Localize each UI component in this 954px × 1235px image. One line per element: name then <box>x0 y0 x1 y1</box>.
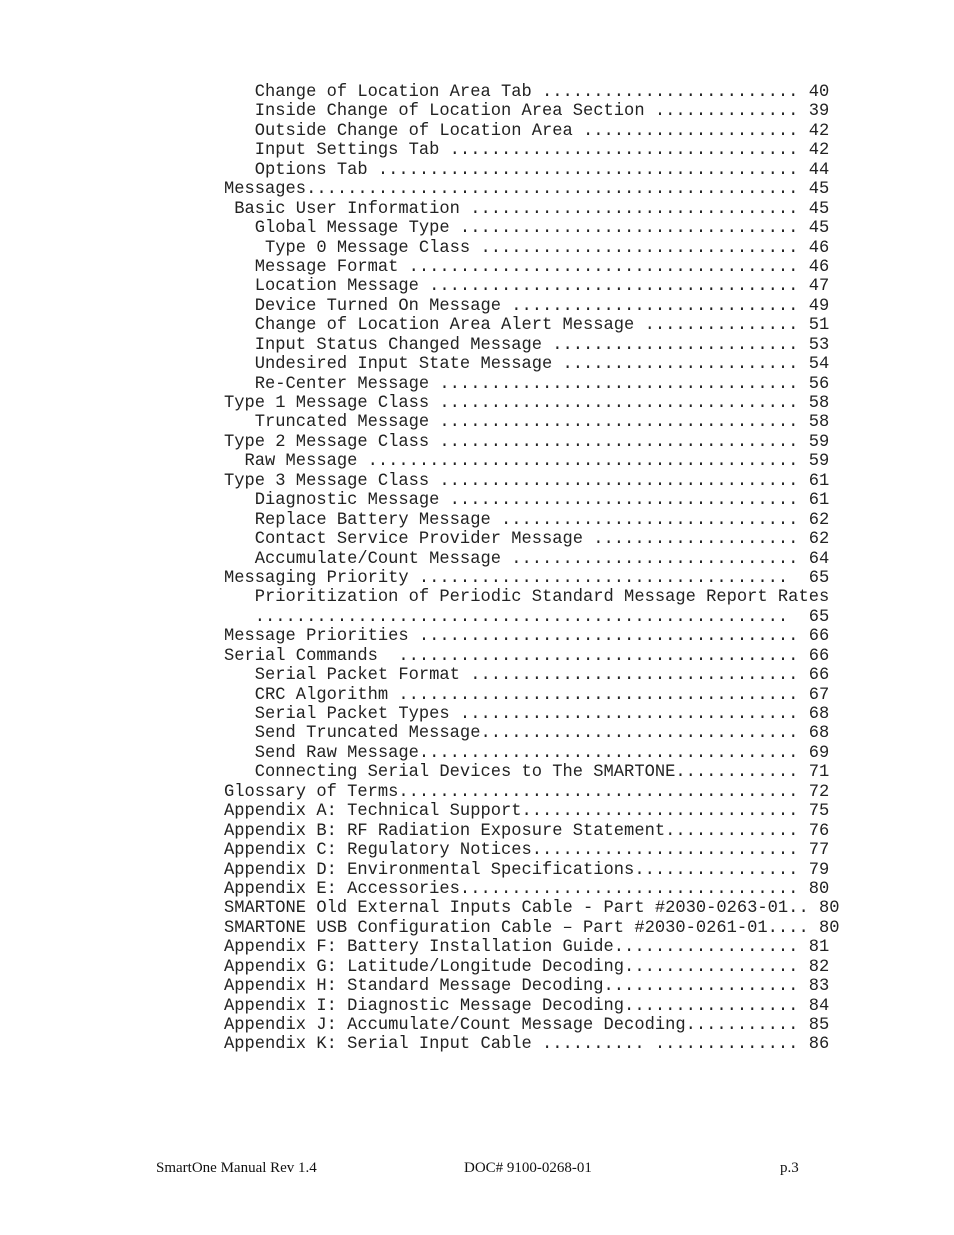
toc-entry[interactable]: Appendix B: RF Radiation Exposure Statement............. 76 <box>224 821 830 841</box>
toc-entry[interactable]: Undesired Input State Message ....................... 54 <box>224 355 830 375</box>
toc-entry[interactable]: Change of Location Area Alert Message ............... 51 <box>224 316 830 336</box>
toc-entry[interactable]: Type 1 Message Class ................................... 58 <box>224 394 830 413</box>
toc-entry[interactable]: Serial Packet Format ................................ 66 <box>224 666 830 686</box>
toc-entry[interactable]: Inside Change of Location Area Section .............. 39 <box>224 102 830 122</box>
toc-entry[interactable]: Glossary of Terms....................................... 72 <box>224 782 830 802</box>
toc-entry[interactable]: Appendix J: Accumulate/Count Message Decoding........... 85 <box>224 1016 830 1035</box>
toc-entry[interactable]: Type 2 Message Class ................................... 59 <box>224 432 830 452</box>
toc-entry[interactable]: Change of Location Area Tab ......................... 40 <box>224 83 830 102</box>
toc-entry[interactable]: Appendix F: Battery Installation Guide.................. 81 <box>224 938 830 958</box>
toc-entry[interactable]: Messaging Priority .................................... 65 <box>224 568 830 588</box>
toc-entry[interactable]: Truncated Message ................................... 58 <box>224 413 830 433</box>
toc-entry[interactable]: SMARTONE Old External Inputs Cable - Part #2030-0263-01.. 80 <box>224 899 840 919</box>
toc-entry[interactable]: Type 0 Message Class ............................... 46 <box>224 238 830 258</box>
toc-entry[interactable]: CRC Algorithm ....................................... 67 <box>224 685 830 705</box>
toc-entry[interactable]: SMARTONE USB Configuration Cable – Part #2030-0261-01.... 80 <box>224 918 840 938</box>
toc-entry[interactable]: Outside Change of Location Area ..................... 42 <box>224 121 830 141</box>
toc-entry[interactable]: Type 3 Message Class ................................... 61 <box>224 471 830 491</box>
toc-entry[interactable]: Location Message .................................... 47 <box>224 277 830 297</box>
toc-entry[interactable]: Prioritization of Periodic Standard Message Report Rates <box>224 588 830 608</box>
toc-entry[interactable]: Serial Commands ....................................... 66 <box>224 646 830 666</box>
toc-entry[interactable]: Messages................................................ 45 <box>224 180 830 200</box>
toc-entry[interactable]: Diagnostic Message .................................. 61 <box>224 491 830 511</box>
toc-entry[interactable]: Appendix I: Diagnostic Message Decoding................. 84 <box>224 996 830 1016</box>
toc-entry[interactable]: Message Priorities ..................................... 66 <box>224 627 830 647</box>
footer-manual-revision: SmartOne Manual Rev 1.4 <box>156 1160 317 1176</box>
footer-document-number: DOC# 9100-0268-01 <box>464 1160 592 1176</box>
toc-entry[interactable]: Accumulate/Count Message ............................ 64 <box>224 549 830 569</box>
toc-entry[interactable]: Appendix K: Serial Input Cable .......... .............. 86 <box>224 1035 830 1055</box>
toc-entry[interactable]: Connecting Serial Devices to The SMARTONE............ 71 <box>224 763 830 783</box>
toc-entry[interactable]: Appendix C: Regulatory Notices.......................... 77 <box>224 841 830 861</box>
toc-entry[interactable]: Options Tab ......................................... 44 <box>224 160 830 180</box>
toc-entry[interactable]: Input Status Changed Message ........................ 53 <box>224 335 830 355</box>
toc-entry[interactable]: .................................................... 65 <box>224 607 830 627</box>
toc-entry[interactable]: Device Turned On Message ............................ 49 <box>224 296 830 316</box>
toc-entry[interactable]: Contact Service Provider Message .................... 62 <box>224 530 830 550</box>
toc-entry[interactable]: Raw Message .......................................... 59 <box>224 452 830 472</box>
toc-entry[interactable]: Appendix A: Technical Support........................... 75 <box>224 802 830 822</box>
toc-entry[interactable]: Send Truncated Message............................... 68 <box>224 724 830 744</box>
toc-entry[interactable]: Replace Battery Message ............................. 62 <box>224 510 830 530</box>
toc-entry[interactable]: Appendix H: Standard Message Decoding................... 83 <box>224 977 830 997</box>
toc-entry[interactable]: Message Format ...................................... 46 <box>224 257 830 277</box>
toc-entry[interactable]: Re-Center Message ................................... 56 <box>224 374 830 394</box>
footer-page-number: p.3 <box>780 1160 799 1176</box>
toc-entry[interactable]: Appendix G: Latitude/Longitude Decoding................. 82 <box>224 957 830 977</box>
toc-entry[interactable]: Basic User Information ................................ 45 <box>224 199 830 219</box>
toc-entry[interactable]: Global Message Type ................................. 45 <box>224 219 830 239</box>
toc-entry[interactable]: Serial Packet Types ................................. 68 <box>224 705 830 724</box>
toc-entry[interactable]: Send Raw Message..................................... 69 <box>224 743 830 763</box>
toc-entry[interactable]: Input Settings Tab .................................. 42 <box>224 141 830 161</box>
table-of-contents <box>224 83 839 1055</box>
toc-entry[interactable]: Appendix D: Environmental Specifications................ 79 <box>224 860 830 880</box>
toc-entry[interactable]: Appendix E: Accessories................................. 80 <box>224 879 830 899</box>
